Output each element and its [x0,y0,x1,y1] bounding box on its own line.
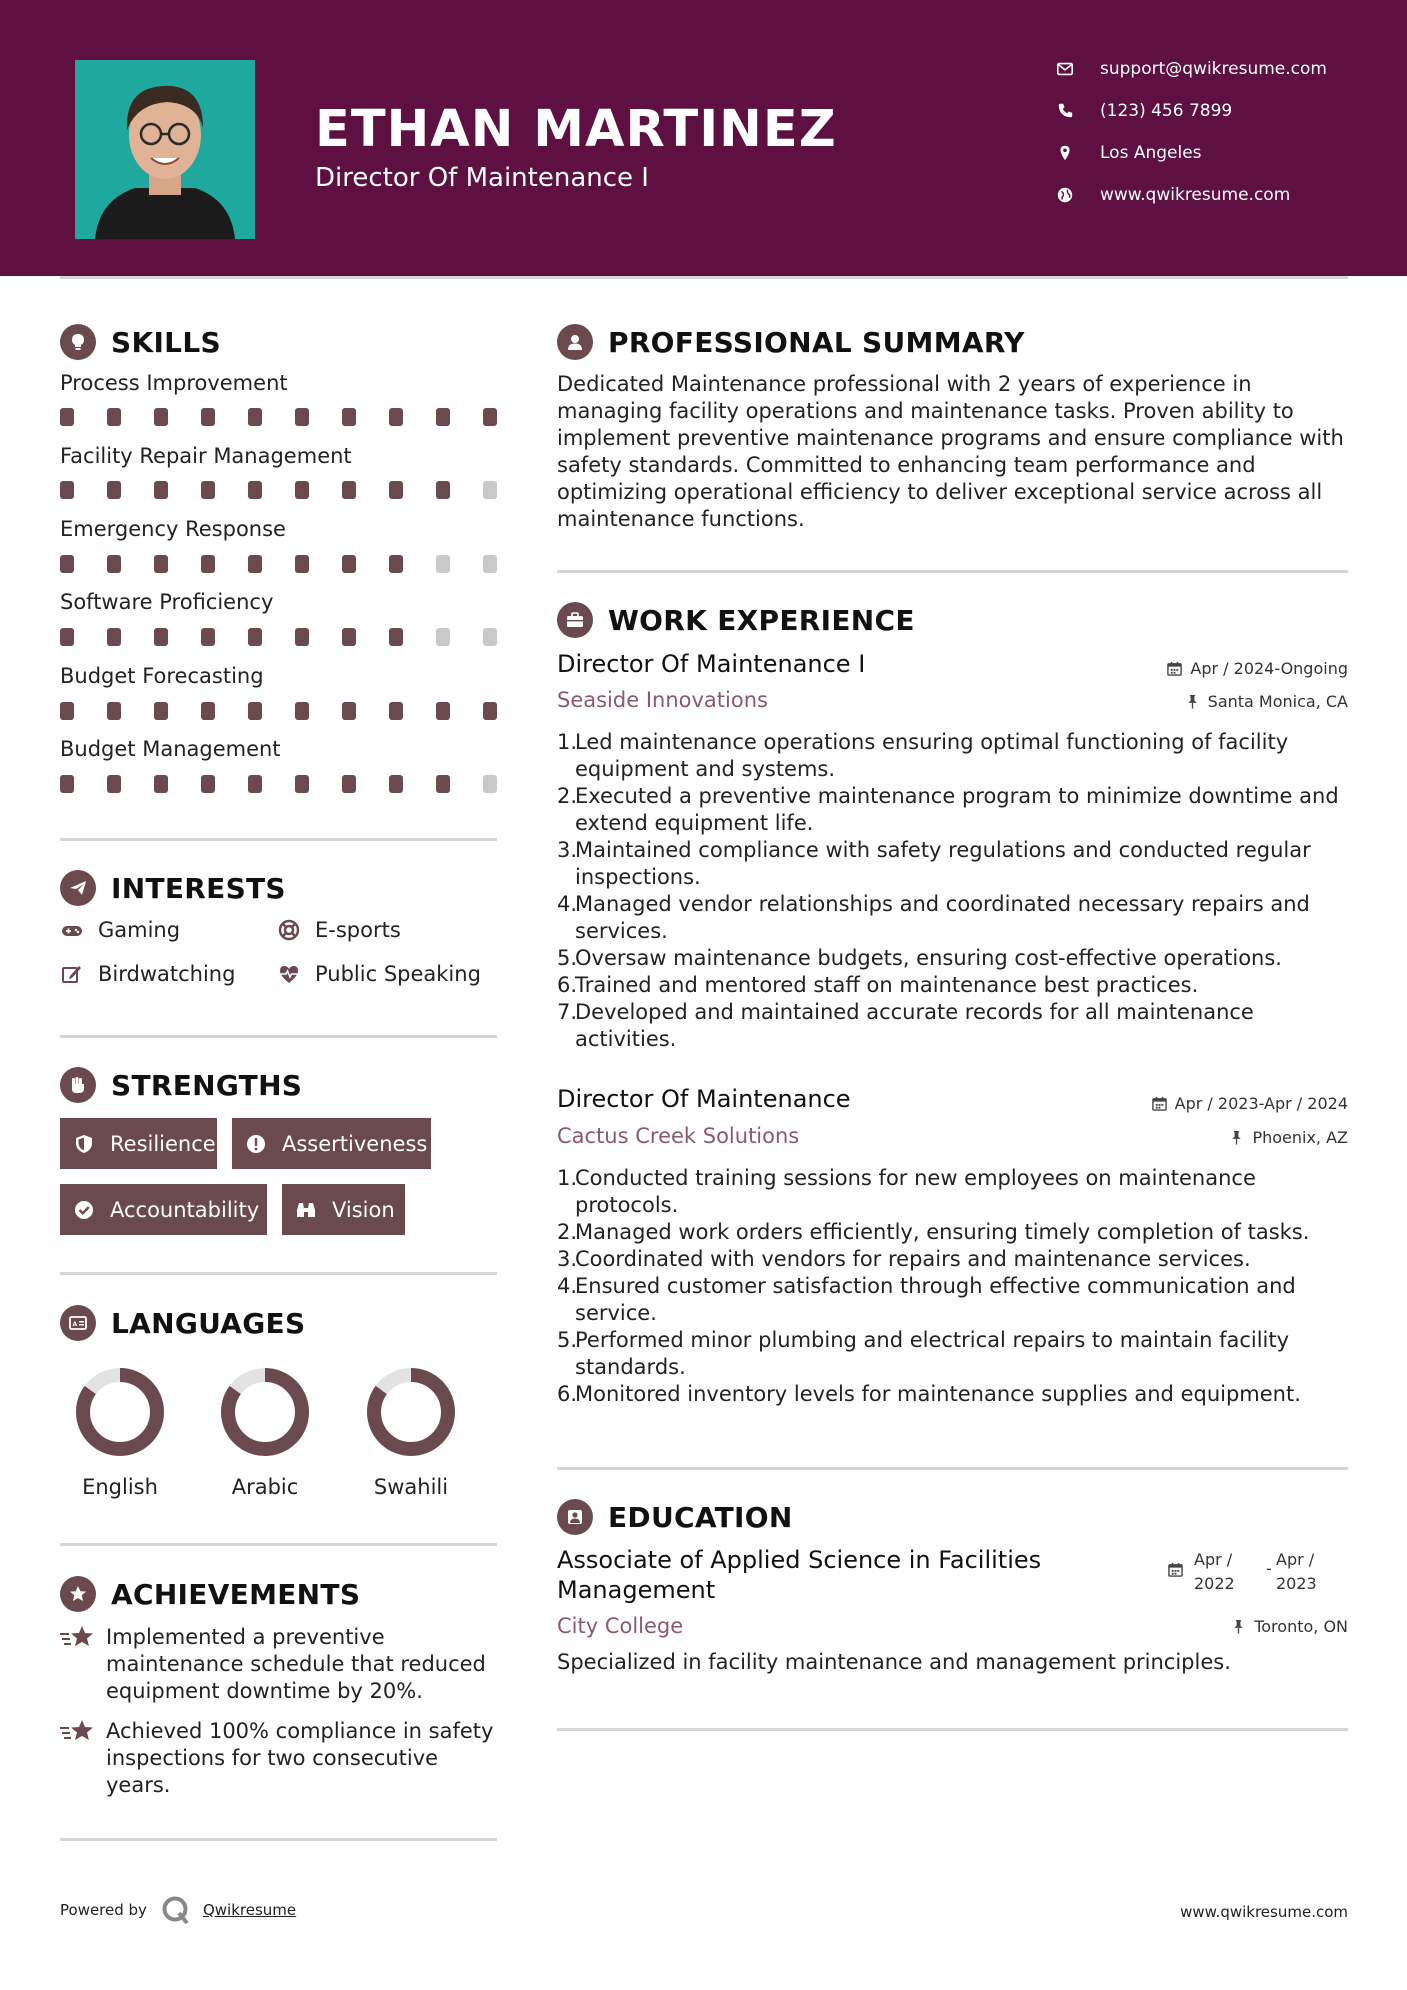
fist-icon [60,1067,96,1103]
job-location-text: Santa Monica, CA [1207,692,1348,711]
skill-dot [436,775,450,793]
language-item [60,1367,180,1499]
contact-website-text: www.qwikresume.com [1100,185,1291,205]
achievement-text: Implemented a preventive maintenance schedule that reduced equipment downtime by 20%. [106,1625,486,1703]
header-divider [60,276,1348,279]
skill-dot [60,702,74,720]
bullet-number: 2. [557,1220,578,1244]
contact-phone-text: (123) 456 7899 [1100,101,1233,121]
skill-dot [389,628,403,646]
user-icon [557,324,593,360]
skill-dot [342,408,356,426]
skill-dot [483,481,497,499]
job-location [1229,1128,1348,1147]
job-bullet [557,999,1347,1053]
contact-location [1055,138,1385,168]
job-bullet [557,891,1347,945]
skill-dot [201,775,215,793]
skill-dot [342,481,356,499]
bullet-number: 2. [557,784,578,808]
bullet-text: Maintained compliance with safety regulations and conducted regular inspections. [575,838,1311,889]
language-item [205,1367,325,1499]
bullet-number: 1. [557,730,578,754]
footer-branding [60,1895,296,1925]
skill-dot [483,628,497,646]
gamepad-icon [60,918,84,942]
language-name: Swahili [373,1475,449,1499]
skill-dot [107,408,121,426]
section-divider [557,1728,1348,1731]
languages-heading [60,1305,305,1341]
skill-dot [389,775,403,793]
strength-badge [60,1118,217,1169]
skill-dot [295,775,309,793]
education-degree-line: Associate of Applied Science in Facilities [557,1546,1042,1574]
skill-name: Budget Forecasting [60,664,264,688]
job-title: Director Of Maintenance I [557,650,866,678]
skill-dot [436,702,450,720]
lifebuoy-icon [277,918,301,942]
bullet-text: Oversaw maintenance budgets, ensuring cost-effective operations. [575,946,1282,970]
skill-dot [248,408,262,426]
skill-dot [154,408,168,426]
job-dates-text: Apr / 2023-Apr / 2024 [1174,1094,1348,1113]
skill-dot [201,481,215,499]
skill-dot [201,702,215,720]
job-bullet [557,972,1347,999]
bullet-text: Managed vendor relationships and coordinated necessary repairs and services. [575,892,1310,943]
contact-location-text: Los Angeles [1100,143,1202,163]
exclamation-icon [244,1132,268,1156]
skill-rating [60,481,497,499]
job-location-text: Phoenix, AZ [1252,1128,1348,1147]
skill-rating [60,775,497,793]
footer-url[interactable]: www.qwikresume.com [1180,1903,1348,1921]
language-ring [366,1367,456,1457]
bullet-text: Performed minor plumbing and electrical repairs to maintain facility standards. [575,1328,1290,1379]
map-pin-icon [1055,143,1075,163]
bullet-number: 6. [557,1382,578,1406]
graduate-icon [557,1499,593,1535]
skill-dot [201,555,215,573]
skill-dot [342,775,356,793]
education-location-text: Toronto, ON [1254,1617,1348,1636]
heartbeat-icon [277,962,301,986]
section-divider [60,838,497,841]
skill-dot [436,628,450,646]
strength-badge [282,1184,405,1235]
candidate-title: Director Of Maintenance I [315,163,649,193]
pushpin-icon [1231,1619,1246,1634]
skill-dot [60,775,74,793]
interests-heading [60,870,286,906]
interest-item [277,962,481,986]
powered-by-text: Powered by [60,1901,147,1919]
section-divider [60,1838,497,1841]
education-date-text: 2022 [1194,1574,1235,1593]
skill-dot [107,481,121,499]
interest-item [60,918,180,942]
briefcase-icon [557,602,593,638]
skill-dot [248,702,262,720]
language-card-icon [60,1305,96,1341]
skill-dot [389,702,403,720]
strength-label: Assertiveness [282,1131,428,1156]
bullet-text: Developed and maintained accurate records for all maintenance activities. [575,1000,1254,1051]
skill-dot [248,775,262,793]
language-item [351,1367,471,1499]
skill-dot [154,481,168,499]
education-school: City College [557,1614,684,1638]
bullet-text: Executed a preventive maintenance program to minimize downtime and extend equipment life. [575,784,1339,835]
contact-email-text: support@qwikresume.com [1100,59,1327,79]
skill-rating [60,408,497,426]
shield-icon [72,1132,96,1156]
language-name: English [82,1475,158,1499]
skill-dot [201,628,215,646]
skill-dot [295,408,309,426]
job-bullet [557,1219,1347,1246]
skill-rating [60,555,497,573]
skill-dot [436,408,450,426]
section-divider [60,1035,497,1038]
education-date-text: Apr / [1276,1550,1315,1569]
section-divider [557,570,1348,573]
pushpin-icon [1185,694,1200,709]
lightbulb-icon [60,324,96,360]
section-divider [60,1272,497,1275]
skill-dot [342,702,356,720]
bullet-number: 3. [557,1247,578,1271]
education-location [1231,1617,1348,1636]
contact-email[interactable] [1055,54,1385,84]
bullet-number: 5. [557,946,578,970]
job-bullet [557,783,1347,837]
languages-heading-label: LANGUAGES [111,1306,306,1340]
summary-heading [557,324,1025,360]
skill-dot [248,555,262,573]
achievement-item [60,1624,500,1705]
summary-heading-label: PROFESSIONAL SUMMARY [608,325,1025,359]
achievement-text: Achieved 100% compliance in safety inspections for two consecutive years. [106,1719,494,1797]
achievements-heading [60,1576,360,1612]
skill-dot [107,555,121,573]
skill-dot [483,702,497,720]
bullet-text: Conducted training sessions for new employees on maintenance protocols. [575,1166,1256,1217]
bullet-text: Trained and mentored staff on maintenance best practices. [575,973,1199,997]
calendar-icon [1168,1562,1183,1577]
binoculars-icon [294,1198,318,1222]
contact-phone[interactable] [1055,96,1385,126]
skill-name: Facility Repair Management [60,444,352,468]
education-heading [557,1499,793,1535]
job-bullet [557,1246,1347,1273]
skill-dot [60,628,74,646]
skill-dot [248,481,262,499]
skill-dot [436,481,450,499]
bullet-text: Ensured customer satisfaction through effective communication and service. [575,1274,1296,1325]
interests-heading-label: INTERESTS [111,871,286,905]
job-bullet [557,1381,1347,1408]
education-dates [1168,1548,1353,1598]
calendar-icon [1167,661,1182,676]
skill-dot [107,775,121,793]
bullet-number: 4. [557,1274,578,1298]
interest-label: Birdwatching [98,962,236,986]
skills-heading [60,324,221,360]
interest-item [60,962,235,986]
language-ring [75,1367,165,1457]
resume-header [0,0,1407,276]
skill-dot [154,628,168,646]
job-title: Director Of Maintenance [557,1085,851,1113]
skill-dot [60,481,74,499]
job-bullets [557,729,1347,1053]
skill-dot [248,628,262,646]
star-badge-icon [60,1576,96,1612]
strength-label: Accountability [110,1197,260,1222]
skill-dot [342,555,356,573]
qwikresume-logo-icon [161,1895,191,1925]
skill-rating [60,628,497,646]
bullet-number: 3. [557,838,578,862]
bullet-text: Led maintenance operations ensuring optimal functioning of facility equipment and systems. [575,730,1289,781]
bullet-number: 6. [557,973,578,997]
achievements-heading-label: ACHIEVEMENTS [111,1577,361,1611]
skill-dot [342,628,356,646]
skill-dot [295,628,309,646]
education-degree [557,1545,1041,1605]
education-degree-line: Management [557,1576,716,1604]
strength-label: Resilience [110,1131,216,1156]
job-bullet [557,729,1347,783]
edit-icon [60,962,84,986]
skill-rating [60,702,497,720]
skill-dot [60,555,74,573]
experience-heading [557,602,915,638]
skill-dot [483,555,497,573]
bullet-text: Monitored inventory levels for maintenance supplies and equipment. [575,1382,1301,1406]
skill-dot [483,775,497,793]
skill-dot [483,408,497,426]
interest-label: Gaming [98,918,181,942]
skills-heading-label: SKILLS [111,325,221,359]
section-divider [60,1543,497,1546]
strength-badge [60,1184,267,1235]
check-circle-icon [72,1198,96,1222]
qwikresume-link[interactable]: Qwikresume [202,1901,297,1919]
education-heading-label: EDUCATION [608,1500,793,1534]
skill-name: Budget Management [60,737,281,761]
candidate-name: ETHAN MARTINEZ [315,100,837,159]
bullet-number: 5. [557,1328,578,1352]
job-dates [1167,659,1348,678]
job-location [1185,692,1348,711]
skill-dot [107,702,121,720]
strength-badge [232,1118,431,1169]
star-icon [60,1624,96,1652]
skill-dot [436,555,450,573]
job-dates [1152,1094,1348,1113]
job-bullet [557,1273,1347,1327]
summary-text: Dedicated Maintenance professional with 2 years of experience in managing facility operations and maintenance tasks. Proven ability to implement preventive maintenance programs and ensure compliance with safety standards. Committed to enhancing team performance and optimizing operational efficiency to deliver exceptional service across all maintenance functions. [557,372,1344,531]
job-bullet [557,945,1347,972]
skill-name: Software Proficiency [60,590,274,614]
skill-dot [154,702,168,720]
experience-heading-label: WORK EXPERIENCE [608,603,915,637]
job-dates-text: Apr / 2024-Ongoing [1190,659,1348,678]
strength-label: Vision [332,1197,395,1222]
strengths-heading [60,1067,302,1103]
skill-dot [389,555,403,573]
skill-dot [60,408,74,426]
contact-website[interactable] [1055,180,1385,210]
bullet-number: 1. [557,1166,578,1190]
skill-name: Emergency Response [60,517,286,541]
job-bullet [557,1165,1347,1219]
globe-icon [1055,185,1075,205]
phone-icon [1055,101,1075,121]
skill-dot [154,555,168,573]
skill-dot [389,408,403,426]
bullet-number: 4. [557,892,578,916]
education-date-text: Apr / [1194,1550,1233,1569]
skill-dot [389,481,403,499]
job-bullets [557,1165,1347,1408]
star-icon [60,1718,96,1746]
bullet-text: Coordinated with vendors for repairs and maintenance services. [575,1247,1251,1271]
job-bullet [557,837,1347,891]
interest-label: Public Speaking [315,962,481,986]
profile-photo [75,60,255,239]
language-ring [220,1367,310,1457]
education-date-separator: - [1266,1559,1272,1578]
skill-dot [154,775,168,793]
skill-dot [107,628,121,646]
skill-dot [295,555,309,573]
education-date-text: 2023 [1276,1574,1317,1593]
calendar-icon [1152,1096,1167,1111]
skill-dot [295,481,309,499]
skill-name: Process Improvement [60,371,288,395]
achievement-item [60,1718,500,1799]
pushpin-icon [1229,1130,1244,1145]
job-bullet [557,1327,1347,1381]
svg-text:A: A [72,1321,78,1328]
bullet-text: Managed work orders efficiently, ensuring timely completion of tasks. [575,1220,1310,1244]
language-name: Arabic [231,1475,299,1499]
bullet-number: 7. [557,1000,578,1024]
section-divider [557,1467,1348,1470]
skill-dot [201,408,215,426]
skill-dot [295,702,309,720]
job-company: Seaside Innovations [557,688,768,712]
interest-label: E-sports [315,918,401,942]
interest-item [277,918,401,942]
education-description: Specialized in facility maintenance and management principles. [557,1650,1231,1674]
envelope-icon [1055,59,1075,79]
paper-plane-icon [60,870,96,906]
job-company: Cactus Creek Solutions [557,1124,800,1148]
strengths-heading-label: STRENGTHS [111,1068,303,1102]
